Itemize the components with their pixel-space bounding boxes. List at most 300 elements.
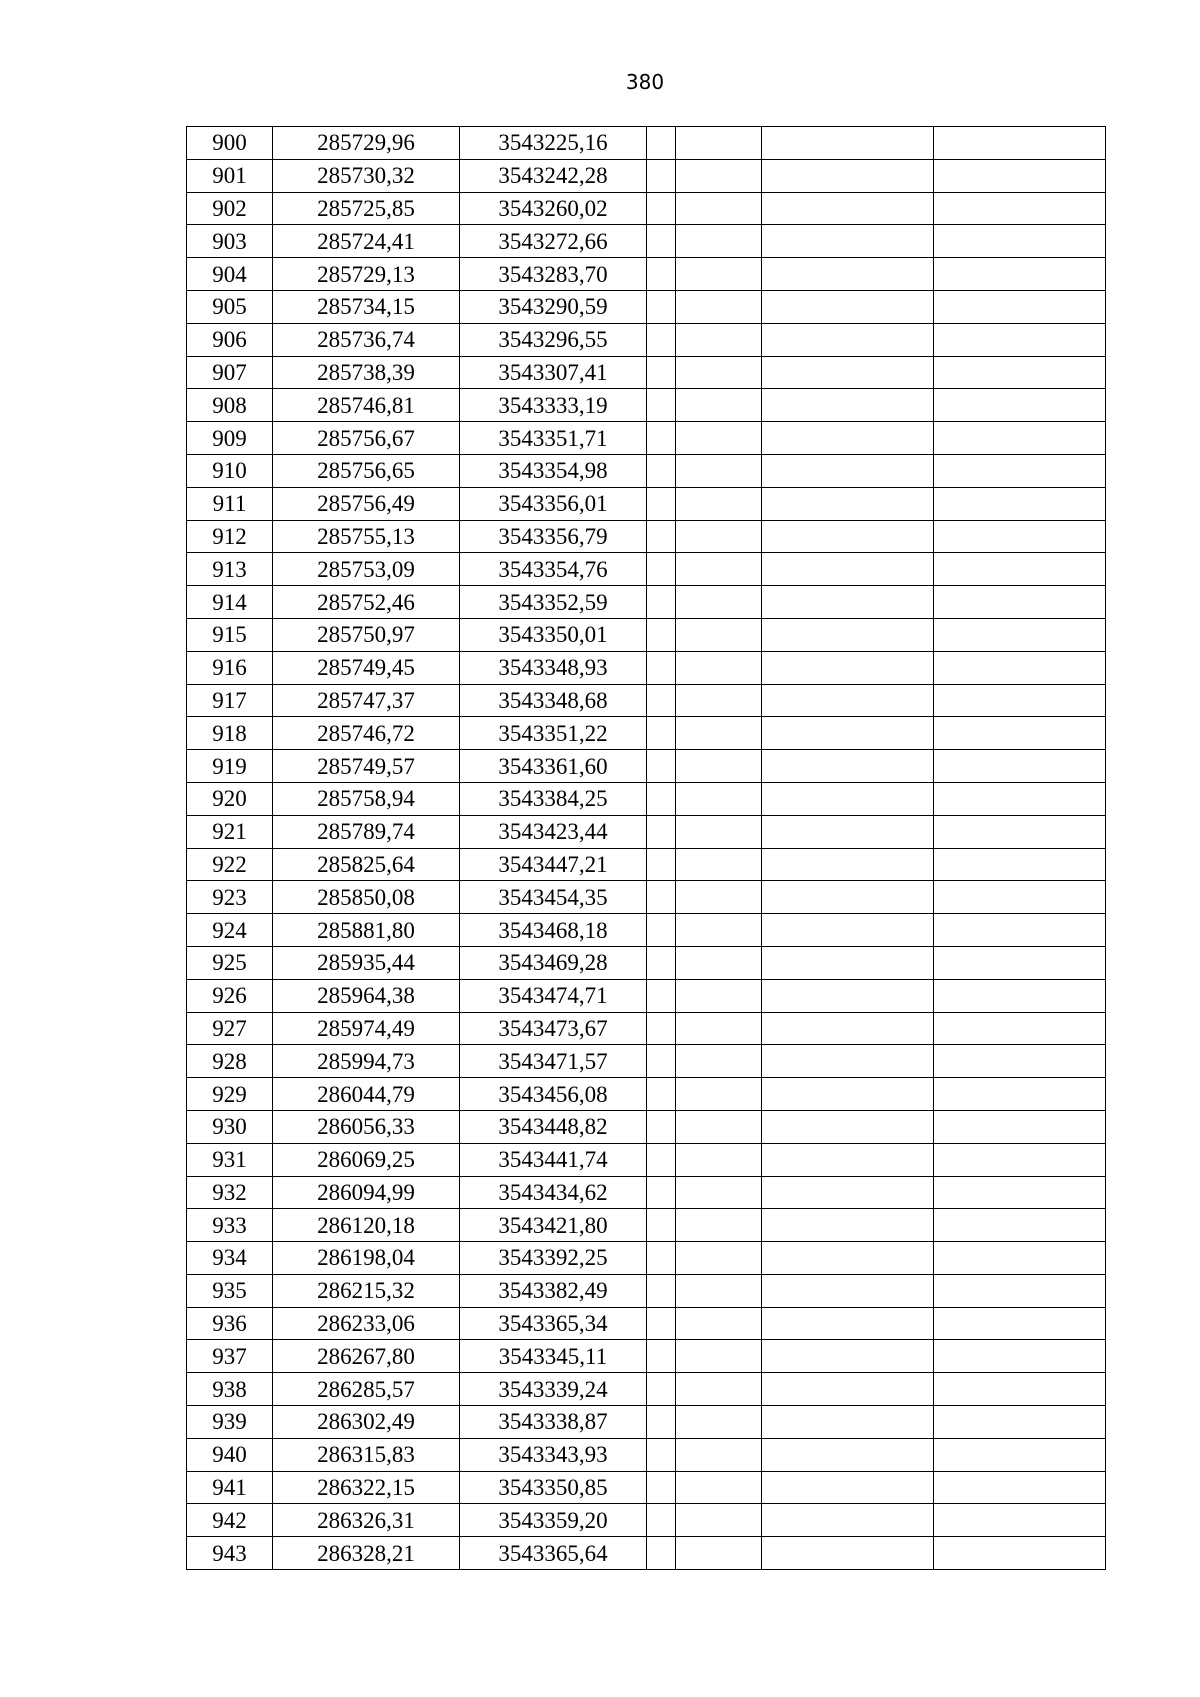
point-number-cell: 920	[187, 782, 273, 815]
x-coordinate-cell: 285850,08	[273, 881, 460, 914]
table-row	[187, 914, 1106, 947]
x-coordinate-cell: 285738,39	[273, 356, 460, 389]
table-row	[187, 1143, 1106, 1176]
coordinates-table-body	[187, 127, 1106, 1570]
empty-cell	[762, 1209, 934, 1242]
point-number-cell: 930	[187, 1110, 273, 1143]
point-number-cell: 919	[187, 750, 273, 783]
point-number-cell: 906	[187, 323, 273, 356]
empty-cell	[647, 1274, 676, 1307]
y-coordinate-cell: 3543473,67	[460, 1012, 647, 1045]
empty-cell	[676, 1373, 762, 1406]
empty-cell	[676, 1406, 762, 1439]
y-coordinate-cell: 3543333,19	[460, 389, 647, 422]
y-coordinate-cell: 3543469,28	[460, 946, 647, 979]
y-coordinate-cell: 3543471,57	[460, 1045, 647, 1078]
x-coordinate-cell: 285881,80	[273, 914, 460, 947]
empty-cell	[762, 1012, 934, 1045]
table-row	[187, 1110, 1106, 1143]
table-row	[187, 618, 1106, 651]
empty-cell	[934, 1373, 1106, 1406]
empty-cell	[762, 127, 934, 160]
point-number-cell: 908	[187, 389, 273, 422]
x-coordinate-cell: 285747,37	[273, 684, 460, 717]
point-number-cell: 912	[187, 520, 273, 553]
empty-cell	[676, 717, 762, 750]
empty-cell	[647, 1110, 676, 1143]
y-coordinate-cell: 3543350,01	[460, 618, 647, 651]
y-coordinate-cell: 3543343,93	[460, 1438, 647, 1471]
table-row	[187, 1471, 1106, 1504]
empty-cell	[762, 192, 934, 225]
point-number-cell: 924	[187, 914, 273, 947]
empty-cell	[647, 1471, 676, 1504]
empty-cell	[934, 1143, 1106, 1176]
empty-cell	[676, 1143, 762, 1176]
y-coordinate-cell: 3543447,21	[460, 848, 647, 881]
empty-cell	[676, 651, 762, 684]
point-number-cell: 931	[187, 1143, 273, 1176]
empty-cell	[676, 684, 762, 717]
empty-cell	[647, 1307, 676, 1340]
empty-cell	[676, 1537, 762, 1570]
point-number-cell: 923	[187, 881, 273, 914]
empty-cell	[762, 225, 934, 258]
y-coordinate-cell: 3543384,25	[460, 782, 647, 815]
x-coordinate-cell: 285964,38	[273, 979, 460, 1012]
empty-cell	[647, 782, 676, 815]
empty-cell	[647, 520, 676, 553]
empty-cell	[647, 914, 676, 947]
empty-cell	[762, 651, 934, 684]
empty-cell	[934, 323, 1106, 356]
table-row	[187, 1438, 1106, 1471]
point-number-cell: 916	[187, 651, 273, 684]
empty-cell	[647, 1209, 676, 1242]
empty-cell	[934, 1045, 1106, 1078]
x-coordinate-cell: 285749,57	[273, 750, 460, 783]
empty-cell	[676, 422, 762, 455]
empty-cell	[647, 454, 676, 487]
empty-cell	[676, 225, 762, 258]
empty-cell	[762, 389, 934, 422]
empty-cell	[676, 782, 762, 815]
empty-cell	[676, 1209, 762, 1242]
y-coordinate-cell: 3543352,59	[460, 586, 647, 619]
point-number-cell: 901	[187, 159, 273, 192]
y-coordinate-cell: 3543392,25	[460, 1242, 647, 1275]
empty-cell	[647, 1406, 676, 1439]
y-coordinate-cell: 3543454,35	[460, 881, 647, 914]
y-coordinate-cell: 3543296,55	[460, 323, 647, 356]
empty-cell	[647, 684, 676, 717]
y-coordinate-cell: 3543468,18	[460, 914, 647, 947]
empty-cell	[647, 1373, 676, 1406]
empty-cell	[676, 258, 762, 291]
x-coordinate-cell: 285729,96	[273, 127, 460, 160]
point-number-cell: 936	[187, 1307, 273, 1340]
empty-cell	[934, 815, 1106, 848]
y-coordinate-cell: 3543359,20	[460, 1504, 647, 1537]
table-row	[187, 586, 1106, 619]
empty-cell	[647, 1438, 676, 1471]
x-coordinate-cell: 285734,15	[273, 290, 460, 323]
point-number-cell: 927	[187, 1012, 273, 1045]
empty-cell	[762, 1242, 934, 1275]
x-coordinate-cell: 285752,46	[273, 586, 460, 619]
point-number-cell: 926	[187, 979, 273, 1012]
y-coordinate-cell: 3543283,70	[460, 258, 647, 291]
y-coordinate-cell: 3543423,44	[460, 815, 647, 848]
table-row	[187, 422, 1106, 455]
empty-cell	[647, 717, 676, 750]
empty-cell	[934, 1209, 1106, 1242]
empty-cell	[934, 946, 1106, 979]
y-coordinate-cell: 3543356,01	[460, 487, 647, 520]
x-coordinate-cell: 285755,13	[273, 520, 460, 553]
point-number-cell: 910	[187, 454, 273, 487]
table-row	[187, 159, 1106, 192]
x-coordinate-cell: 285730,32	[273, 159, 460, 192]
table-row	[187, 1537, 1106, 1570]
empty-cell	[647, 848, 676, 881]
table-row	[187, 717, 1106, 750]
x-coordinate-cell: 285756,65	[273, 454, 460, 487]
y-coordinate-cell: 3543354,98	[460, 454, 647, 487]
empty-cell	[934, 848, 1106, 881]
point-number-cell: 934	[187, 1242, 273, 1275]
empty-cell	[934, 1078, 1106, 1111]
point-number-cell: 925	[187, 946, 273, 979]
empty-cell	[762, 979, 934, 1012]
point-number-cell: 903	[187, 225, 273, 258]
table-row	[187, 389, 1106, 422]
x-coordinate-cell: 285974,49	[273, 1012, 460, 1045]
empty-cell	[647, 553, 676, 586]
empty-cell	[934, 750, 1106, 783]
table-row	[187, 356, 1106, 389]
empty-cell	[934, 422, 1106, 455]
empty-cell	[762, 258, 934, 291]
x-coordinate-cell: 286302,49	[273, 1406, 460, 1439]
empty-cell	[934, 127, 1106, 160]
x-coordinate-cell: 286215,32	[273, 1274, 460, 1307]
empty-cell	[676, 815, 762, 848]
point-number-cell: 928	[187, 1045, 273, 1078]
empty-cell	[762, 1176, 934, 1209]
table-row	[187, 1012, 1106, 1045]
point-number-cell: 939	[187, 1406, 273, 1439]
empty-cell	[762, 1438, 934, 1471]
empty-cell	[647, 881, 676, 914]
empty-cell	[647, 422, 676, 455]
empty-cell	[676, 1274, 762, 1307]
empty-cell	[762, 1406, 934, 1439]
x-coordinate-cell: 286328,21	[273, 1537, 460, 1570]
y-coordinate-cell: 3543421,80	[460, 1209, 647, 1242]
empty-cell	[934, 651, 1106, 684]
empty-cell	[934, 1176, 1106, 1209]
empty-cell	[647, 356, 676, 389]
empty-cell	[647, 946, 676, 979]
point-number-cell: 913	[187, 553, 273, 586]
empty-cell	[934, 1110, 1106, 1143]
y-coordinate-cell: 3543448,82	[460, 1110, 647, 1143]
point-number-cell: 905	[187, 290, 273, 323]
y-coordinate-cell: 3543365,34	[460, 1307, 647, 1340]
empty-cell	[676, 1438, 762, 1471]
table-row	[187, 487, 1106, 520]
empty-cell	[676, 192, 762, 225]
x-coordinate-cell: 285749,45	[273, 651, 460, 684]
table-row	[187, 520, 1106, 553]
empty-cell	[934, 553, 1106, 586]
empty-cell	[647, 979, 676, 1012]
empty-cell	[676, 1045, 762, 1078]
empty-cell	[934, 290, 1106, 323]
empty-cell	[762, 1045, 934, 1078]
point-number-cell: 909	[187, 422, 273, 455]
empty-cell	[934, 1274, 1106, 1307]
empty-cell	[762, 290, 934, 323]
x-coordinate-cell: 286120,18	[273, 1209, 460, 1242]
y-coordinate-cell: 3543339,24	[460, 1373, 647, 1406]
empty-cell	[934, 1438, 1106, 1471]
empty-cell	[762, 1504, 934, 1537]
table-row	[187, 782, 1106, 815]
empty-cell	[762, 454, 934, 487]
empty-cell	[762, 422, 934, 455]
empty-cell	[934, 1504, 1106, 1537]
empty-cell	[647, 1045, 676, 1078]
table-row	[187, 1078, 1106, 1111]
point-number-cell: 943	[187, 1537, 273, 1570]
point-number-cell: 938	[187, 1373, 273, 1406]
y-coordinate-cell: 3543434,62	[460, 1176, 647, 1209]
empty-cell	[934, 618, 1106, 651]
table-row	[187, 1373, 1106, 1406]
empty-cell	[647, 1078, 676, 1111]
y-coordinate-cell: 3543351,22	[460, 717, 647, 750]
x-coordinate-cell: 286069,25	[273, 1143, 460, 1176]
point-number-cell: 914	[187, 586, 273, 619]
empty-cell	[676, 487, 762, 520]
empty-cell	[676, 454, 762, 487]
empty-cell	[647, 1504, 676, 1537]
y-coordinate-cell: 3543382,49	[460, 1274, 647, 1307]
empty-cell	[676, 290, 762, 323]
empty-cell	[676, 1078, 762, 1111]
table-row	[187, 454, 1106, 487]
y-coordinate-cell: 3543350,85	[460, 1471, 647, 1504]
point-number-cell: 942	[187, 1504, 273, 1537]
empty-cell	[676, 1176, 762, 1209]
point-number-cell: 915	[187, 618, 273, 651]
empty-cell	[762, 159, 934, 192]
empty-cell	[676, 323, 762, 356]
empty-cell	[934, 881, 1106, 914]
table-row	[187, 192, 1106, 225]
empty-cell	[647, 618, 676, 651]
empty-cell	[762, 323, 934, 356]
empty-cell	[762, 717, 934, 750]
empty-cell	[762, 684, 934, 717]
x-coordinate-cell: 285736,74	[273, 323, 460, 356]
empty-cell	[934, 389, 1106, 422]
x-coordinate-cell: 286094,99	[273, 1176, 460, 1209]
empty-cell	[647, 815, 676, 848]
empty-cell	[647, 1012, 676, 1045]
point-number-cell: 907	[187, 356, 273, 389]
empty-cell	[934, 1307, 1106, 1340]
table-row	[187, 127, 1106, 160]
empty-cell	[934, 1406, 1106, 1439]
empty-cell	[647, 192, 676, 225]
point-number-cell: 941	[187, 1471, 273, 1504]
empty-cell	[762, 1110, 934, 1143]
table-row	[187, 1504, 1106, 1537]
empty-cell	[934, 1471, 1106, 1504]
table-row	[187, 979, 1106, 1012]
point-number-cell: 918	[187, 717, 273, 750]
point-number-cell: 937	[187, 1340, 273, 1373]
empty-cell	[762, 520, 934, 553]
y-coordinate-cell: 3543272,66	[460, 225, 647, 258]
x-coordinate-cell: 285756,67	[273, 422, 460, 455]
empty-cell	[647, 127, 676, 160]
empty-cell	[676, 389, 762, 422]
table-row	[187, 258, 1106, 291]
x-coordinate-cell: 285746,81	[273, 389, 460, 422]
empty-cell	[676, 914, 762, 947]
point-number-cell: 900	[187, 127, 273, 160]
empty-cell	[762, 881, 934, 914]
x-coordinate-cell: 285724,41	[273, 225, 460, 258]
y-coordinate-cell: 3543351,71	[460, 422, 647, 455]
x-coordinate-cell: 286233,06	[273, 1307, 460, 1340]
empty-cell	[762, 553, 934, 586]
y-coordinate-cell: 3543348,68	[460, 684, 647, 717]
empty-cell	[647, 159, 676, 192]
empty-cell	[647, 586, 676, 619]
page-number: 380	[625, 70, 665, 94]
empty-cell	[647, 225, 676, 258]
table-row	[187, 1274, 1106, 1307]
point-number-cell: 911	[187, 487, 273, 520]
point-number-cell: 922	[187, 848, 273, 881]
empty-cell	[647, 323, 676, 356]
empty-cell	[676, 1504, 762, 1537]
empty-cell	[676, 1012, 762, 1045]
point-number-cell: 935	[187, 1274, 273, 1307]
empty-cell	[762, 1274, 934, 1307]
empty-cell	[647, 1537, 676, 1570]
point-number-cell: 932	[187, 1176, 273, 1209]
x-coordinate-cell: 286056,33	[273, 1110, 460, 1143]
y-coordinate-cell: 3543456,08	[460, 1078, 647, 1111]
y-coordinate-cell: 3543290,59	[460, 290, 647, 323]
empty-cell	[934, 586, 1106, 619]
y-coordinate-cell: 3543365,64	[460, 1537, 647, 1570]
empty-cell	[934, 1242, 1106, 1275]
empty-cell	[676, 881, 762, 914]
empty-cell	[676, 848, 762, 881]
point-number-cell: 921	[187, 815, 273, 848]
empty-cell	[647, 290, 676, 323]
coordinates-table	[186, 126, 1106, 1570]
empty-cell	[934, 684, 1106, 717]
empty-cell	[676, 1110, 762, 1143]
y-coordinate-cell: 3543354,76	[460, 553, 647, 586]
table-row	[187, 225, 1106, 258]
empty-cell	[762, 750, 934, 783]
table-row	[187, 323, 1106, 356]
y-coordinate-cell: 3543260,02	[460, 192, 647, 225]
empty-cell	[934, 914, 1106, 947]
table-row	[187, 651, 1106, 684]
table-row	[187, 290, 1106, 323]
empty-cell	[676, 1242, 762, 1275]
empty-cell	[647, 1176, 676, 1209]
table-row	[187, 815, 1106, 848]
empty-cell	[647, 389, 676, 422]
empty-cell	[647, 651, 676, 684]
empty-cell	[934, 979, 1106, 1012]
empty-cell	[762, 946, 934, 979]
empty-cell	[762, 618, 934, 651]
table-row	[187, 848, 1106, 881]
y-coordinate-cell: 3543348,93	[460, 651, 647, 684]
x-coordinate-cell: 285935,44	[273, 946, 460, 979]
x-coordinate-cell: 285729,13	[273, 258, 460, 291]
empty-cell	[934, 717, 1106, 750]
y-coordinate-cell: 3543345,11	[460, 1340, 647, 1373]
x-coordinate-cell: 285750,97	[273, 618, 460, 651]
table-row	[187, 1209, 1106, 1242]
empty-cell	[934, 782, 1106, 815]
empty-cell	[934, 159, 1106, 192]
empty-cell	[676, 586, 762, 619]
table-row	[187, 1176, 1106, 1209]
x-coordinate-cell: 285994,73	[273, 1045, 460, 1078]
table-row	[187, 946, 1106, 979]
empty-cell	[762, 914, 934, 947]
empty-cell	[676, 159, 762, 192]
table-row	[187, 684, 1106, 717]
empty-cell	[934, 520, 1106, 553]
empty-cell	[934, 192, 1106, 225]
x-coordinate-cell: 285746,72	[273, 717, 460, 750]
empty-cell	[676, 979, 762, 1012]
point-number-cell: 929	[187, 1078, 273, 1111]
empty-cell	[762, 1340, 934, 1373]
empty-cell	[762, 1471, 934, 1504]
x-coordinate-cell: 286198,04	[273, 1242, 460, 1275]
empty-cell	[762, 848, 934, 881]
empty-cell	[676, 127, 762, 160]
empty-cell	[934, 1340, 1106, 1373]
point-number-cell: 933	[187, 1209, 273, 1242]
empty-cell	[762, 782, 934, 815]
y-coordinate-cell: 3543356,79	[460, 520, 647, 553]
table-row	[187, 881, 1106, 914]
empty-cell	[647, 487, 676, 520]
table-row	[187, 750, 1106, 783]
y-coordinate-cell: 3543307,41	[460, 356, 647, 389]
y-coordinate-cell: 3543441,74	[460, 1143, 647, 1176]
x-coordinate-cell: 286044,79	[273, 1078, 460, 1111]
empty-cell	[762, 586, 934, 619]
